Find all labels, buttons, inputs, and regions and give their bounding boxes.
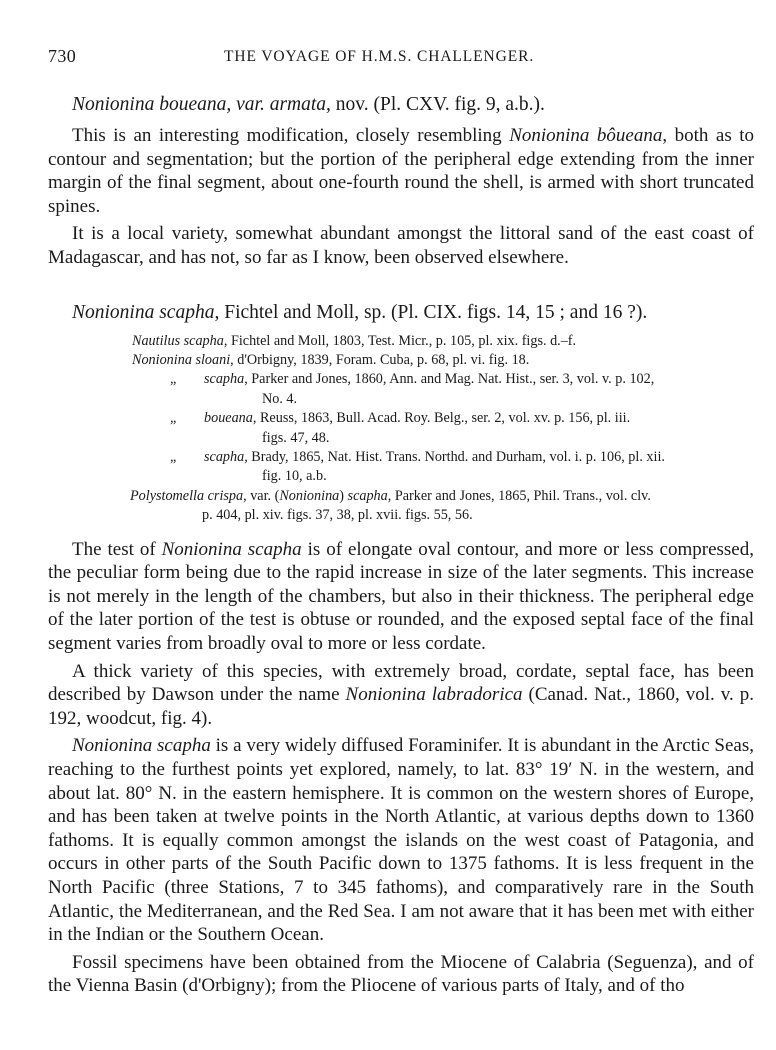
paragraph-text: (Canad. Nat., 1860, vol. v. p. 192, woodcut, fig. 4).: [48, 684, 754, 729]
synonym-citation-cont: p. 404, pl. xiv. figs. 37, 38, pl. xvii. figs. 55, 56.: [202, 507, 473, 524]
taxon-name: Nonionina bôueana: [509, 125, 663, 146]
synonym-citation-cont: No. 4.: [262, 390, 298, 407]
synonym-citation: , d'Orbigny, 1839, Foram. Cuba, p. 68, pl. vi. fig. 18.: [230, 351, 530, 368]
synonymy-list: [132, 332, 754, 526]
species-heading-boueana-armata: [72, 92, 754, 118]
synonym-name: boueana: [204, 410, 253, 427]
paragraph-text: is of elongate oval contour, and more or less compressed, the peculiar form being due to the rapid increase in size of the later segments. This increase is not merely in the length of the chambers, but also in their thickness. The peripheral edge of the later portion of the test is obtuse or rounded, and the exposed septal face of the final segment varies from broadly oval to more or less cordate.: [48, 538, 754, 654]
ditto-mark: „: [170, 449, 177, 465]
paragraph-text: , both as to contour and segmentation; but the portion of the peripheral edge extending from the inner margin of the final segment, about one-fourth round the shell, is armed with short truncated spines.: [48, 125, 754, 217]
taxon-name: Nonionina scapha: [161, 538, 302, 560]
synonym-citation: , Reuss, 1863, Bull. Acad. Roy. Belg., ser. 2, vol. xv. p. 156, pl. iii.: [252, 410, 631, 427]
running-title: THE VOYAGE OF H.M.S. CHALLENGER.: [224, 48, 535, 65]
paragraph: [48, 538, 754, 656]
synonymy-entry: [130, 487, 754, 526]
synonym-citation: ): [339, 487, 348, 504]
synonymy-entry: [132, 370, 754, 409]
synonym-citation: , Fichtel and Moll, 1803, Test. Micr., p. 105, pl. xix. figs. d.–f.: [223, 332, 577, 349]
heading-reference: nov. (Pl. CXV. fig. 9, a.b.).: [330, 94, 545, 115]
synonymy-entry: [132, 409, 754, 448]
paragraph: [48, 660, 754, 731]
synonym-citation: , Brady, 1865, Nat. Hist. Trans. Northd. and Durham, vol. i. p. 106, pl. xii.: [244, 449, 665, 465]
synonymy-entry: [132, 332, 754, 351]
synonym-name: Polystomella crispa: [130, 487, 244, 504]
taxon-name: Nonionina labradorica: [345, 684, 523, 706]
synonym-citation: , Parker and Jones, 1865, Phil. Trans., vol. clv.: [387, 487, 651, 504]
paragraph-text: This is an interesting modification, closely resembling: [72, 125, 510, 146]
ditto-mark: „: [170, 410, 177, 427]
taxon-name: Nonionina scapha: [72, 735, 211, 757]
heading-reference: , Fichtel and Moll, sp. (Pl. CIX. figs. 14, 15 ; and 16 ?).: [214, 301, 648, 323]
paragraph-text: The test of: [72, 538, 162, 560]
paragraph-text: It is a local variety, somewhat abundant amongst the littoral sand of the east coast of Madagascar, and has not, so far as I know, been observed elsewhere.: [48, 223, 754, 268]
synonym-name: scapha: [204, 449, 245, 465]
synonym-citation-cont: figs. 47, 48.: [262, 429, 330, 446]
synonymy-entry: [132, 448, 754, 487]
synonym-citation: , Parker and Jones, 1860, Ann. and Mag. Nat. Hist., ser. 3, vol. v. p. 102,: [244, 371, 655, 388]
running-head: [48, 30, 754, 64]
ditto-mark: „: [170, 371, 177, 388]
paragraph-text: A thick variety of this species, with extremely broad, cordate, septal face, has been described by Dawson under the name: [48, 660, 754, 706]
synonym-citation-cont: fig. 10, a.b.: [262, 468, 327, 485]
synonym-name: Nautilus scapha: [132, 332, 224, 349]
paragraph: [48, 734, 754, 946]
paragraph: [48, 124, 754, 218]
synonym-name: scapha: [204, 371, 245, 388]
paragraph: [48, 222, 754, 269]
synonym-name: scapha: [347, 487, 388, 504]
paragraph: [48, 951, 754, 998]
synonym-citation: , var. (: [243, 487, 280, 504]
species-heading-scapha: [72, 300, 754, 326]
taxon-name: Nonionina scapha: [72, 301, 215, 323]
page: [48, 30, 754, 998]
synonymy-entry: [132, 351, 754, 370]
synonym-name: Nonionina sloani: [132, 351, 231, 368]
taxon-name: Nonionina boueana, var. armata,: [72, 94, 331, 115]
page-number: 730: [48, 46, 77, 66]
synonym-name: Nonionina: [279, 487, 340, 504]
paragraph-text: Fossil specimens have been obtained from the Miocene of Calabria (Seguenza), and of the Vienna Basin (d'Orbigny); from the Pliocene of various parts of Italy, and of tho: [48, 951, 754, 997]
paragraph-text: is a very widely diffused Foraminifer. It is abundant in the Arctic Seas, reaching to the furthest points yet explored, namely, to lat. 83° 19′ N. in the western, and about lat. 80° N. in the eastern hemisphere. It is common on the western shores of Europe, and has been taken at twelve points in the North Atlantic, at various depths down to 1360 fathoms. It is equally common amongst the islands on the west coast of Patagonia, and occurs in other parts of the South Pacific down to 1375 fathoms. It is less frequent in the North Pacific (three Stations, 7 to 345 fathoms), and comparatively rare in the South Atlantic, the Mediterranean, and the Red Sea. I am not aware that it has been met with either in the Indian or the Southern Ocean.: [48, 735, 754, 946]
